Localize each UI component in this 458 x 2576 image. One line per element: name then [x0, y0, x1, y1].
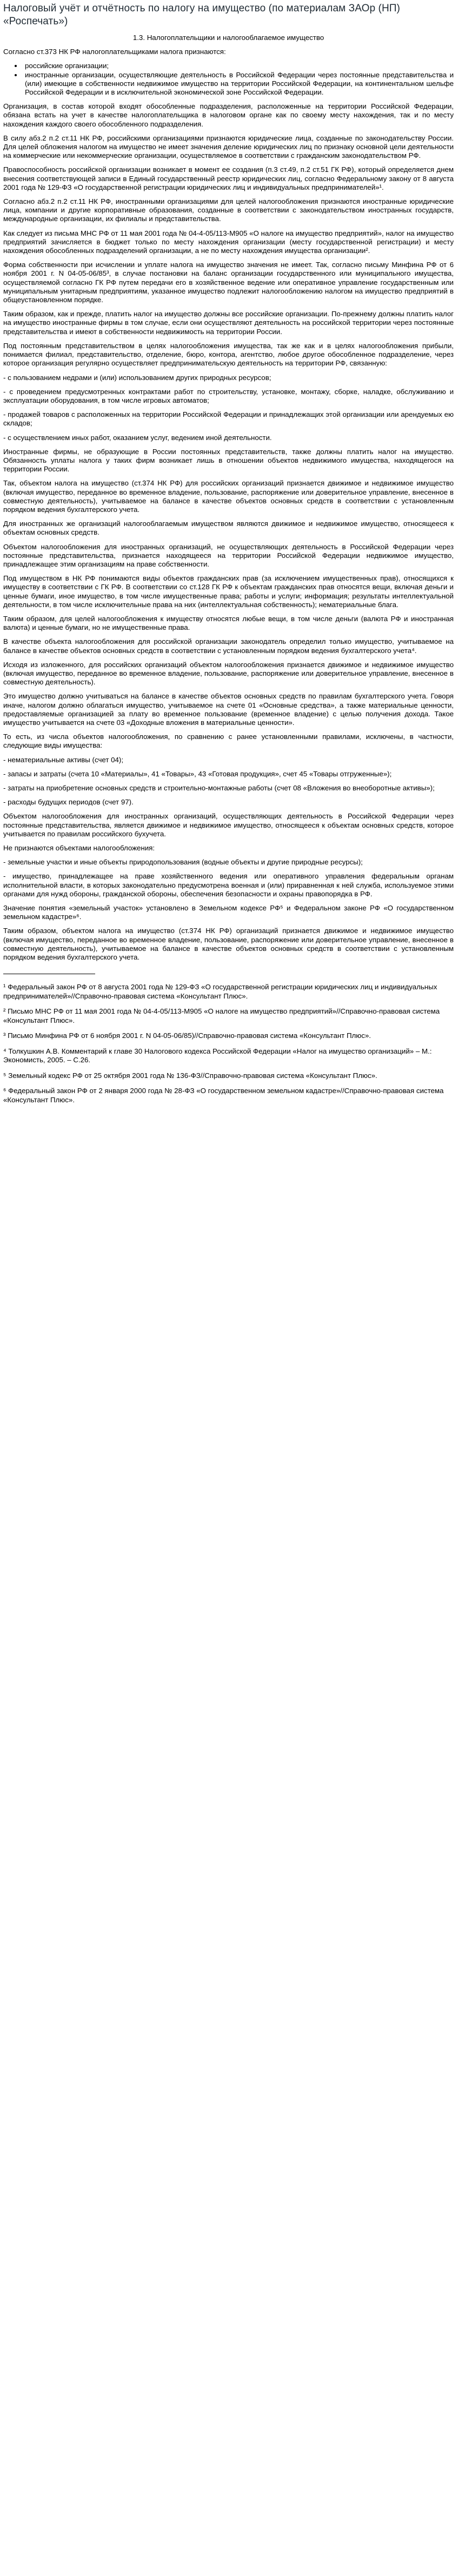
intro-paragraph: Согласно ст.373 НК РФ налогоплательщиками налога признаются:: [3, 48, 226, 56]
footnote: ⁵ Земельный кодекс РФ от 25 октября 2001 года № 136-ФЗ//Справочно-правовая система «Консультант Плюс».: [3, 1071, 377, 1080]
footnote: ² Письмо МНС РФ от 11 мая 2001 года № 04-4-05/113-М905 «О налоге на имущество предприятий»//Справочно-правовая система «Консультант Плюс».: [3, 1007, 440, 1024]
body-paragraph: Иностранные фирмы, не образующие в России постоянных представительств, также должны платить налог на имущество. Обязанность уплаты налога у таких фирм возникает лишь в отношении объектов недвижимого имущества, находящегося на территории России.: [3, 447, 454, 474]
body-paragraph: - земельные участки и иные объекты природопользования (водные объекты и другие природные ресурсы);: [3, 858, 363, 867]
body-paragraph: Исходя из изложенного, для российских организаций объектом налогообложения признается движимое и недвижимое имущество (включая имущество, переданное во временное владение, пользование, распоряжение или доверительное управление, внесенное в совместную деятельность).: [3, 660, 454, 687]
body-paragraph: В качестве объекта налогообложения для российской организации законодатель определил только имущество, учитываемое на балансе в качестве объектов основных средств в соответствии с установленным порядком ведения бухгалтерского учета⁴.: [3, 637, 454, 655]
body-paragraph: Как следует из письма МНС РФ от 11 мая 2001 года № 04-4-05/113-М905 «О налоге на имущество предприятий», налог на имущество предприятий зачисляется в бюджет только по месту нахождения организации (месту государственной регистрации) и месту нахождения обособленных подразделений организации, а не по месту нахождения имущества организации².: [3, 229, 454, 255]
body-paragraph: - с проведением предусмотренных контрактами работ по строительству, установке, монтажу, сборке, наладке, обслуживанию и эксплуатации оборудования, в том числе игровых автоматов;: [3, 387, 454, 404]
document-page: [0, 0, 458, 1127]
body-paragraph: Правоспособность российской организации возникает в момент ее создания (п.3 ст.49, п.2 ст.51 ГК РФ), который определяется днем внесения соответствующей записи в Единый государственный реестр юридических лиц, согласно Федеральному закону от 8 августа 2001 года № 129-ФЗ «О государственной регистрации юридических лиц и индивидуальных предпринимателей»¹.: [3, 165, 454, 191]
body-paragraph: Это имущество должно учитываться на балансе в качестве объектов основных средств по правилам бухгалтерского учета. Говоря иначе, налогом должно облагаться имущество, учитываемое на счете 01 «Основные средства», а также материальные ценности, предоставляемые организацией за плату во временное пользование (временное владение) с целью получения дохода. Такое имущество учитывается на счете 03 «Доходные вложения в материальные ценности».: [3, 692, 454, 727]
body-paragraph: Таким образом, для целей налогообложения к имуществу относятся любые вещи, в том числе деньги (валюта РФ и иностранная валюта) и ценные бумаги, но не имущественные права.: [3, 614, 454, 632]
body-paragraph: - нематериальные активы (счет 04);: [3, 755, 124, 764]
body-paragraphs: [3, 102, 454, 962]
body-paragraph: Под имуществом в НК РФ понимаются виды объектов гражданских прав (за исключением имущественных прав), относящихся к имуществу в соответствии с ГК РФ. В соответствии со ст.128 ГК РФ к объектам гражданских прав относятся вещи, включая деньги и ценные бумаги, иное имущество, в том числе имущественные права; работы и услуги; информация; результаты интеллектуальной деятельности, в том числе исключительные права на них (интеллектуальная собственность); нематериальные блага.: [3, 574, 454, 609]
footnote: ¹ Федеральный закон РФ от 8 августа 2001 года № 129-ФЗ «О государственной регистрации юридических лиц и индивидуальных предпринимателей»//Справочно-правовая система «Консультант Плюс».: [3, 983, 437, 1000]
body-paragraph: Организация, в состав которой входят обособленные подразделения, расположенные на территории Российской Федерации, обязана встать на учет в качестве налогоплательщика в налоговом органе как по своему месту нахождения, так и по месту нахождения каждого своего обособленного подразделения.: [3, 102, 454, 128]
footnote: ³ Письмо Минфина РФ от 6 ноября 2001 г. N 04-05-06/85)//Справочно-правовая система «Консультант Плюс».: [3, 1031, 371, 1040]
list-item: • российские организации;: [23, 62, 454, 70]
body-paragraph: - запасы и затраты (счета 10 «Материалы», 41 «Товары», 43 «Готовая продукция», счет 45 «Товары отгруженные»);: [3, 769, 392, 778]
body-paragraph: Под постоянным представительством в целях налогообложения имущества, так же как и в целях налогообложения прибыли, понимается филиал, представительство, отделение, бюро, контора, агентство, любое другое обособленное подразделение, через которое организация регулярно осуществляет предпринимательскую деятельность на территории РФ, связанную:: [3, 341, 454, 368]
footnotes: [3, 983, 454, 1104]
body-paragraph: - продажей товаров с расположенных на территории Российской Федерации и принадлежащих этой организации или арендуемых ею складов;: [3, 410, 454, 428]
document-body: [3, 34, 454, 962]
body-paragraph: Таким образом, как и прежде, платить налог на имущество должны все российские организации. По-прежнему должны платить налог на имущество иностранные фирмы в том случае, если они осуществляют деятельность на российской территории через постоянные представительства и имеют в собственности недвижимость на территории России.: [3, 310, 454, 336]
body-paragraph: - с осуществлением иных работ, оказанием услуг, ведением иной деятельности.: [3, 433, 272, 442]
page-title: Налоговый учёт и отчётность по налогу на имущество (по материалам ЗАОр (НП) «Роспечать»): [3, 3, 400, 27]
body-paragraph: - с пользованием недрами и (или) использованием других природных ресурсов;: [3, 373, 271, 382]
body-paragraph: Таким образом, объектом налога на имущество (ст.374 НК РФ) организаций признается движимое и недвижимое имущество (включая имущество, переданное во временное владение, пользование, распоряжение или доверительное управление, внесенное в совместную деятельность), учитываемое на балансе в качестве объектов основных средств в соответствии с установленным порядком ведения бухгалтерского учета.: [3, 927, 454, 962]
body-paragraph: Не признаются объектами налогообложения:: [3, 844, 155, 853]
body-paragraph: Для иностранных же организаций налогооблагаемым имуществом являются движимое и недвижимое имущество, относящееся к объектам основных средств.: [3, 520, 454, 537]
body-paragraph: Форма собственности при исчислении и уплате налога на имущество значения не имеет. Так, согласно письму Минфина РФ от 6 ноября 2001 г. N 04-05-06/85³, в случае постановки на баланс организации государственного или муниципального имущества, осуществляемой согласно ГК РФ путем передачи его в хозяйственное ведение или оперативное управление государственным или муниципальным унитарным предприятиям, указанное имущество подлежит налогообложению налогом на имущество предприятий в общеустановленном порядке.: [3, 261, 454, 304]
section-heading: 1.3. Налогоплательщики и налогооблагаемое имущество: [132, 34, 324, 42]
body-paragraph: - расходы будущих периодов (счет 97).: [3, 798, 134, 807]
list-item: • иностранные организации, осуществляющие деятельность в Российской Федерации через постоянные представительства и (или) имеющие в собственности недвижимое имущество на территории Российской Федерации, на континентальном шельфе Российской Федерации и в исключительной экономической зоне Российской Федерации.: [23, 71, 454, 97]
taxpayer-list: [3, 62, 454, 97]
footnote: ⁶ Федеральный закон РФ от 2 января 2000 года № 28-ФЗ «О государственном земельном кадастре»//Справочно-правовая система «Консультант Плюс».: [3, 1087, 444, 1104]
body-paragraph: Объектом налогообложения для иностранных организаций, осуществляющих деятельность в Российской Федерации через постоянные представительства, является движимое и недвижимое имущество, относящееся к объектам основных средств, которое учитывается по правилам российского бухучета.: [3, 812, 454, 838]
body-paragraph: В силу абз.2 п.2 ст.11 НК РФ, российскими организациями признаются юридические лица, созданные по законодательству России. Для целей обложения налогом на имущество не имеет значения деление юридических лиц по признаку основной цели деятельности на коммерческие или некоммерческие организации, осуществляемое в соответствии с гражданским законодательством РФ.: [3, 134, 454, 160]
footnote: ⁴ Толкушкин А.В. Комментарий к главе 30 Налогового кодекса Российской Федерации «Налог на имущество организаций» – М.: Экономисть, 2005. – С.26.: [3, 1047, 432, 1064]
body-paragraph: То есть, из числа объектов налогообложения, по сравнению с ранее установленными правилами, исключены, в частности, следующие виды имущества:: [3, 733, 454, 750]
body-paragraph: Объектом налогообложения для иностранных организаций, не осуществляющих деятельность в Российской Федерации через постоянные представительства, признается находящееся на территории Российской Федерации недвижимое имущество, принадлежащее этим организациям на праве собственности.: [3, 542, 454, 568]
body-paragraph: Значение понятия «земельный участок» установлено в Земельном кодексе РФ⁵ и Федеральном законе РФ «О государственном земельном кадастре»⁶.: [3, 904, 454, 921]
body-paragraph: - имущество, принадлежащее на праве хозяйственного ведения или оперативного управления федеральным органам исполнительной власти, в которых законодательно предусмотрена военная и (или) приравненная к ней служба, используемое этими органами для нужд обороны, гражданской обороны, обеспечения безопасности и охраны правопорядка в РФ.: [3, 872, 454, 898]
body-paragraph: Так, объектом налога на имущество (ст.374 НК РФ) для российских организаций признается движимое и недвижимое имущество (включая имущество, переданное во временное владение, пользование, распоряжение или доверительное управление, внесенное в совместную деятельность), учитываемое на балансе в качестве объектов основных средств в соответствии с установленным порядком ведения бухгалтерского учета.: [3, 479, 454, 514]
body-paragraph: Согласно абз.2 п.2 ст.11 НК РФ, иностранными организациями для целей налогообложения признаются иностранные юридические лица, компании и другие корпоративные образования, созданные в соответствии с законодательством иностранных государств, международные организации, их филиалы и представительства.: [3, 197, 454, 223]
body-paragraph: - затраты на приобретение основных средств и строительно-монтажные работы (счет 08 «Вложения во внеоборотные активы»);: [3, 784, 435, 793]
